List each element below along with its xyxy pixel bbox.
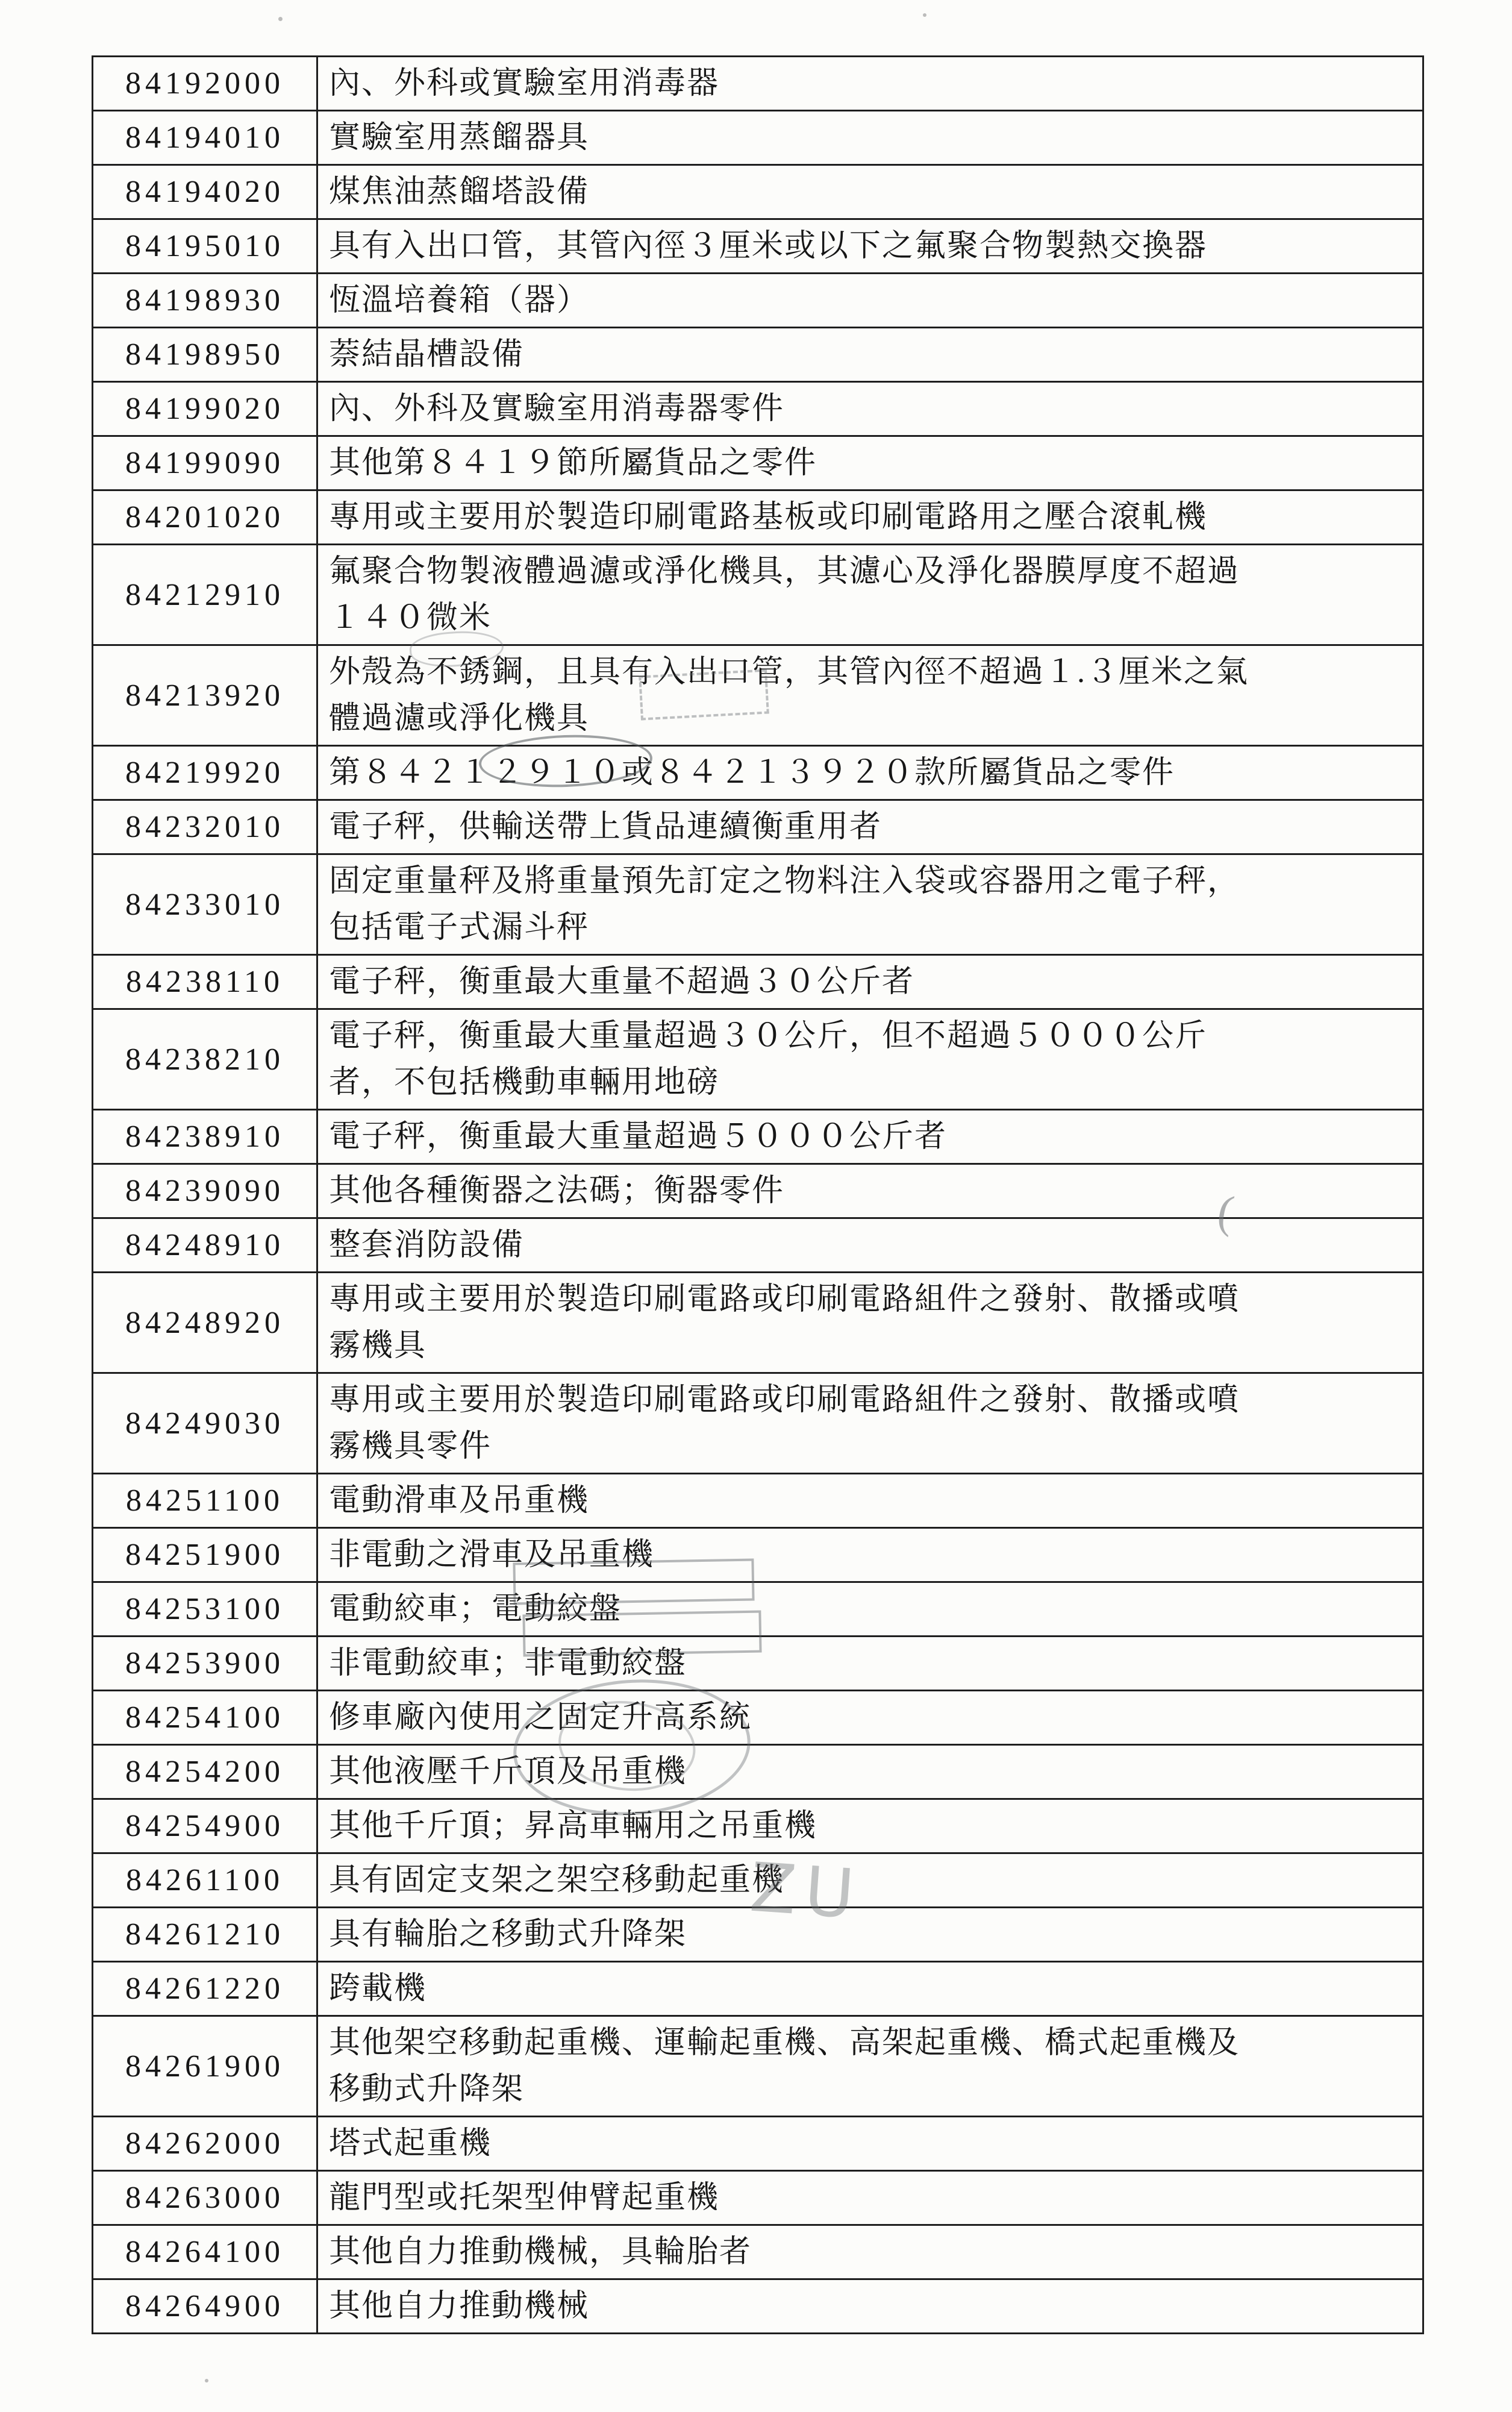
description-line: 電子秤，衡重最大重量超過３０公斤，但不超過５０００公斤 bbox=[329, 1019, 1208, 1053]
description-cell bbox=[317, 2225, 1423, 2279]
code-cell: 84198950 bbox=[93, 328, 317, 382]
table-row bbox=[93, 1110, 1423, 1164]
table-row bbox=[93, 2171, 1423, 2225]
tariff-table-body bbox=[93, 57, 1423, 2334]
code-cell: 84195010 bbox=[93, 219, 317, 274]
code-cell: 84264100 bbox=[93, 2225, 317, 2279]
description-cell bbox=[317, 2016, 1423, 2117]
table-row bbox=[93, 219, 1423, 274]
code-cell: 84254100 bbox=[93, 1691, 317, 1745]
description-cell bbox=[317, 382, 1423, 436]
description-cell bbox=[317, 1745, 1423, 1799]
stamp-handwriting-mark: ZU bbox=[747, 1848, 866, 1935]
code-cell: 84232010 bbox=[93, 800, 317, 854]
description-cell bbox=[317, 854, 1423, 955]
description-cell bbox=[317, 545, 1423, 645]
description-cell bbox=[317, 2171, 1423, 2225]
description-line: 電子秤，衡重最大重量不超過３０公斤者 bbox=[329, 965, 915, 999]
scanned-page bbox=[92, 55, 1424, 2334]
description-line: 專用或主要用於製造印刷電路或印刷電路組件之發射、散播或噴 bbox=[329, 1383, 1240, 1417]
code-cell: 84238910 bbox=[93, 1110, 317, 1164]
code-cell: 84198930 bbox=[93, 274, 317, 328]
code-cell: 84249030 bbox=[93, 1373, 317, 1474]
description-line: 非電動絞車；非電動絞盤 bbox=[329, 1646, 687, 1681]
description-line: 跨載機 bbox=[329, 1972, 427, 2006]
table-row bbox=[93, 746, 1423, 800]
description-cell bbox=[317, 274, 1423, 328]
code-cell: 84212910 bbox=[93, 545, 317, 645]
description-line: 霧機具零件 bbox=[329, 1429, 492, 1464]
code-cell: 84253100 bbox=[93, 1582, 317, 1637]
description-cell bbox=[317, 746, 1423, 800]
description-line: 其他架空移動起重機、運輸起重機、高架起重機、橋式起重機及 bbox=[329, 2026, 1240, 2060]
description-line: 萘結晶槽設備 bbox=[329, 337, 525, 372]
code-cell: 84213920 bbox=[93, 645, 317, 746]
table-row bbox=[93, 645, 1423, 746]
code-cell: 84264900 bbox=[93, 2279, 317, 2334]
description-line: １４０微米 bbox=[329, 601, 492, 635]
description-cell bbox=[317, 800, 1423, 854]
description-line: 煤焦油蒸餾塔設備 bbox=[329, 175, 590, 209]
description-cell bbox=[317, 1528, 1423, 1582]
table-row bbox=[93, 1745, 1423, 1799]
description-cell bbox=[317, 436, 1423, 490]
description-cell bbox=[317, 955, 1423, 1009]
table-row bbox=[93, 545, 1423, 645]
description-line: 第８４２１２９１０或８４２１３９２０款所屬貨品之零件 bbox=[329, 756, 1175, 790]
description-line: 電子秤，衡重最大重量超過５０００公斤者 bbox=[329, 1120, 948, 1154]
table-row bbox=[93, 111, 1423, 165]
table-row bbox=[93, 1799, 1423, 1853]
table-row bbox=[93, 1853, 1423, 1908]
description-line: 其他第８４１９節所屬貨品之零件 bbox=[329, 446, 817, 480]
description-line: 內、外科或實驗室用消毒器 bbox=[329, 66, 720, 101]
code-cell: 84194010 bbox=[93, 111, 317, 165]
description-line: 具有固定支架之架空移動起重機 bbox=[329, 1863, 785, 1897]
table-row bbox=[93, 274, 1423, 328]
table-row bbox=[93, 800, 1423, 854]
table-row bbox=[93, 1164, 1423, 1218]
description-line: 霧機具 bbox=[329, 1329, 427, 1363]
code-cell: 84251100 bbox=[93, 1474, 317, 1528]
stray-pen-mark: ( bbox=[1214, 1185, 1237, 1238]
description-line: 整套消防設備 bbox=[329, 1228, 525, 1262]
description-cell bbox=[317, 328, 1423, 382]
code-cell: 84219920 bbox=[93, 746, 317, 800]
code-cell: 84248920 bbox=[93, 1273, 317, 1373]
code-cell: 84201020 bbox=[93, 490, 317, 545]
code-cell: 84192000 bbox=[93, 57, 317, 111]
code-cell: 84253900 bbox=[93, 1637, 317, 1691]
description-line: 塔式起重機 bbox=[329, 2126, 492, 2161]
table-row bbox=[93, 2016, 1423, 2117]
description-cell bbox=[317, 1582, 1423, 1637]
code-cell: 84233010 bbox=[93, 854, 317, 955]
description-cell bbox=[317, 645, 1423, 746]
table-row bbox=[93, 1218, 1423, 1273]
description-line: 包括電子式漏斗秤 bbox=[329, 910, 590, 945]
scan-speck bbox=[205, 2379, 208, 2382]
code-cell: 84261100 bbox=[93, 1853, 317, 1908]
table-row bbox=[93, 2225, 1423, 2279]
code-cell: 84261220 bbox=[93, 1962, 317, 2016]
table-row bbox=[93, 2279, 1423, 2334]
code-cell: 84254200 bbox=[93, 1745, 317, 1799]
description-cell bbox=[317, 1373, 1423, 1474]
description-line: 其他各種衡器之法碼；衡器零件 bbox=[329, 1174, 785, 1208]
tariff-code-table bbox=[92, 55, 1424, 2334]
code-cell: 84238110 bbox=[93, 955, 317, 1009]
code-cell: 84254900 bbox=[93, 1799, 317, 1853]
code-cell: 84239090 bbox=[93, 1164, 317, 1218]
description-line: 專用或主要用於製造印刷電路基板或印刷電路用之壓合滾軋機 bbox=[329, 500, 1208, 534]
table-row bbox=[93, 1962, 1423, 2016]
table-row bbox=[93, 1273, 1423, 1373]
description-line: 具有輪胎之移動式升降架 bbox=[329, 1917, 687, 1952]
description-cell bbox=[317, 165, 1423, 219]
table-row bbox=[93, 1582, 1423, 1637]
scan-speck bbox=[923, 13, 926, 17]
description-cell bbox=[317, 1164, 1423, 1218]
description-line: 專用或主要用於製造印刷電路或印刷電路組件之發射、散播或噴 bbox=[329, 1282, 1240, 1317]
description-cell bbox=[317, 1691, 1423, 1745]
code-cell: 84194020 bbox=[93, 165, 317, 219]
description-cell bbox=[317, 2279, 1423, 2334]
table-row bbox=[93, 1691, 1423, 1745]
code-cell: 84262000 bbox=[93, 2117, 317, 2171]
table-row bbox=[93, 2117, 1423, 2171]
table-row bbox=[93, 1528, 1423, 1582]
code-cell: 84263000 bbox=[93, 2171, 317, 2225]
description-line: 電動滑車及吊重機 bbox=[329, 1483, 590, 1518]
description-cell bbox=[317, 1799, 1423, 1853]
table-row bbox=[93, 1908, 1423, 1962]
description-cell bbox=[317, 1853, 1423, 1908]
description-line: 移動式升降架 bbox=[329, 2072, 525, 2107]
description-cell bbox=[317, 1110, 1423, 1164]
code-cell: 84238210 bbox=[93, 1009, 317, 1110]
description-line: 固定重量秤及將重量預先訂定之物料注入袋或容器用之電子秤， bbox=[329, 864, 1240, 898]
description-cell bbox=[317, 1962, 1423, 2016]
description-line: 體過濾或淨化機具 bbox=[329, 701, 590, 736]
code-cell: 84248910 bbox=[93, 1218, 317, 1273]
table-row bbox=[93, 165, 1423, 219]
description-line: 外殼為不銹鋼，且具有入出口管，其管內徑不超過１.３厘米之氣 bbox=[329, 655, 1249, 689]
description-cell bbox=[317, 1637, 1423, 1691]
code-cell: 84261900 bbox=[93, 2016, 317, 2117]
code-cell: 84251900 bbox=[93, 1528, 317, 1582]
description-cell bbox=[317, 1218, 1423, 1273]
description-cell bbox=[317, 111, 1423, 165]
description-line: 氟聚合物製液體過濾或淨化機具，其濾心及淨化器膜厚度不超過 bbox=[329, 554, 1240, 589]
description-cell bbox=[317, 2117, 1423, 2171]
description-line: 修車廠內使用之固定升高系統 bbox=[329, 1700, 752, 1735]
description-cell bbox=[317, 1273, 1423, 1373]
table-row bbox=[93, 328, 1423, 382]
description-line: 其他自力推動機械 bbox=[329, 2289, 590, 2323]
description-line: 電動絞車；電動絞盤 bbox=[329, 1592, 622, 1626]
description-cell bbox=[317, 57, 1423, 111]
table-row bbox=[93, 490, 1423, 545]
table-row bbox=[93, 57, 1423, 111]
description-line: 內、外科及實驗室用消毒器零件 bbox=[329, 392, 785, 426]
description-line: 電子秤，供輸送帶上貨品連續衡重用者 bbox=[329, 810, 883, 844]
table-row bbox=[93, 1637, 1423, 1691]
table-row bbox=[93, 854, 1423, 955]
description-line: 實驗室用蒸餾器具 bbox=[329, 121, 590, 155]
code-cell: 84199090 bbox=[93, 436, 317, 490]
table-row bbox=[93, 1009, 1423, 1110]
description-line: 者，不包括機動車輛用地磅 bbox=[329, 1065, 720, 1100]
code-cell: 84199020 bbox=[93, 382, 317, 436]
table-row bbox=[93, 1474, 1423, 1528]
description-cell bbox=[317, 1908, 1423, 1962]
scan-speck bbox=[278, 17, 283, 21]
description-line: 其他自力推動機械，具輪胎者 bbox=[329, 2235, 752, 2269]
description-line: 非電動之滑車及吊重機 bbox=[329, 1538, 655, 1572]
table-row bbox=[93, 382, 1423, 436]
description-cell bbox=[317, 490, 1423, 545]
description-cell bbox=[317, 1009, 1423, 1110]
description-line: 具有入出口管，其管內徑３厘米或以下之氟聚合物製熱交換器 bbox=[329, 229, 1208, 263]
description-line: 恆溫培養箱（器） bbox=[329, 283, 590, 318]
description-cell bbox=[317, 219, 1423, 274]
description-cell bbox=[317, 1474, 1423, 1528]
table-row bbox=[93, 955, 1423, 1009]
description-line: 其他液壓千斤頂及吊重機 bbox=[329, 1755, 687, 1789]
code-cell: 84261210 bbox=[93, 1908, 317, 1962]
table-row bbox=[93, 1373, 1423, 1474]
description-line: 龍門型或托架型伸臂起重機 bbox=[329, 2181, 720, 2215]
table-row bbox=[93, 436, 1423, 490]
description-line: 其他千斤頂；昇高車輛用之吊重機 bbox=[329, 1809, 817, 1843]
